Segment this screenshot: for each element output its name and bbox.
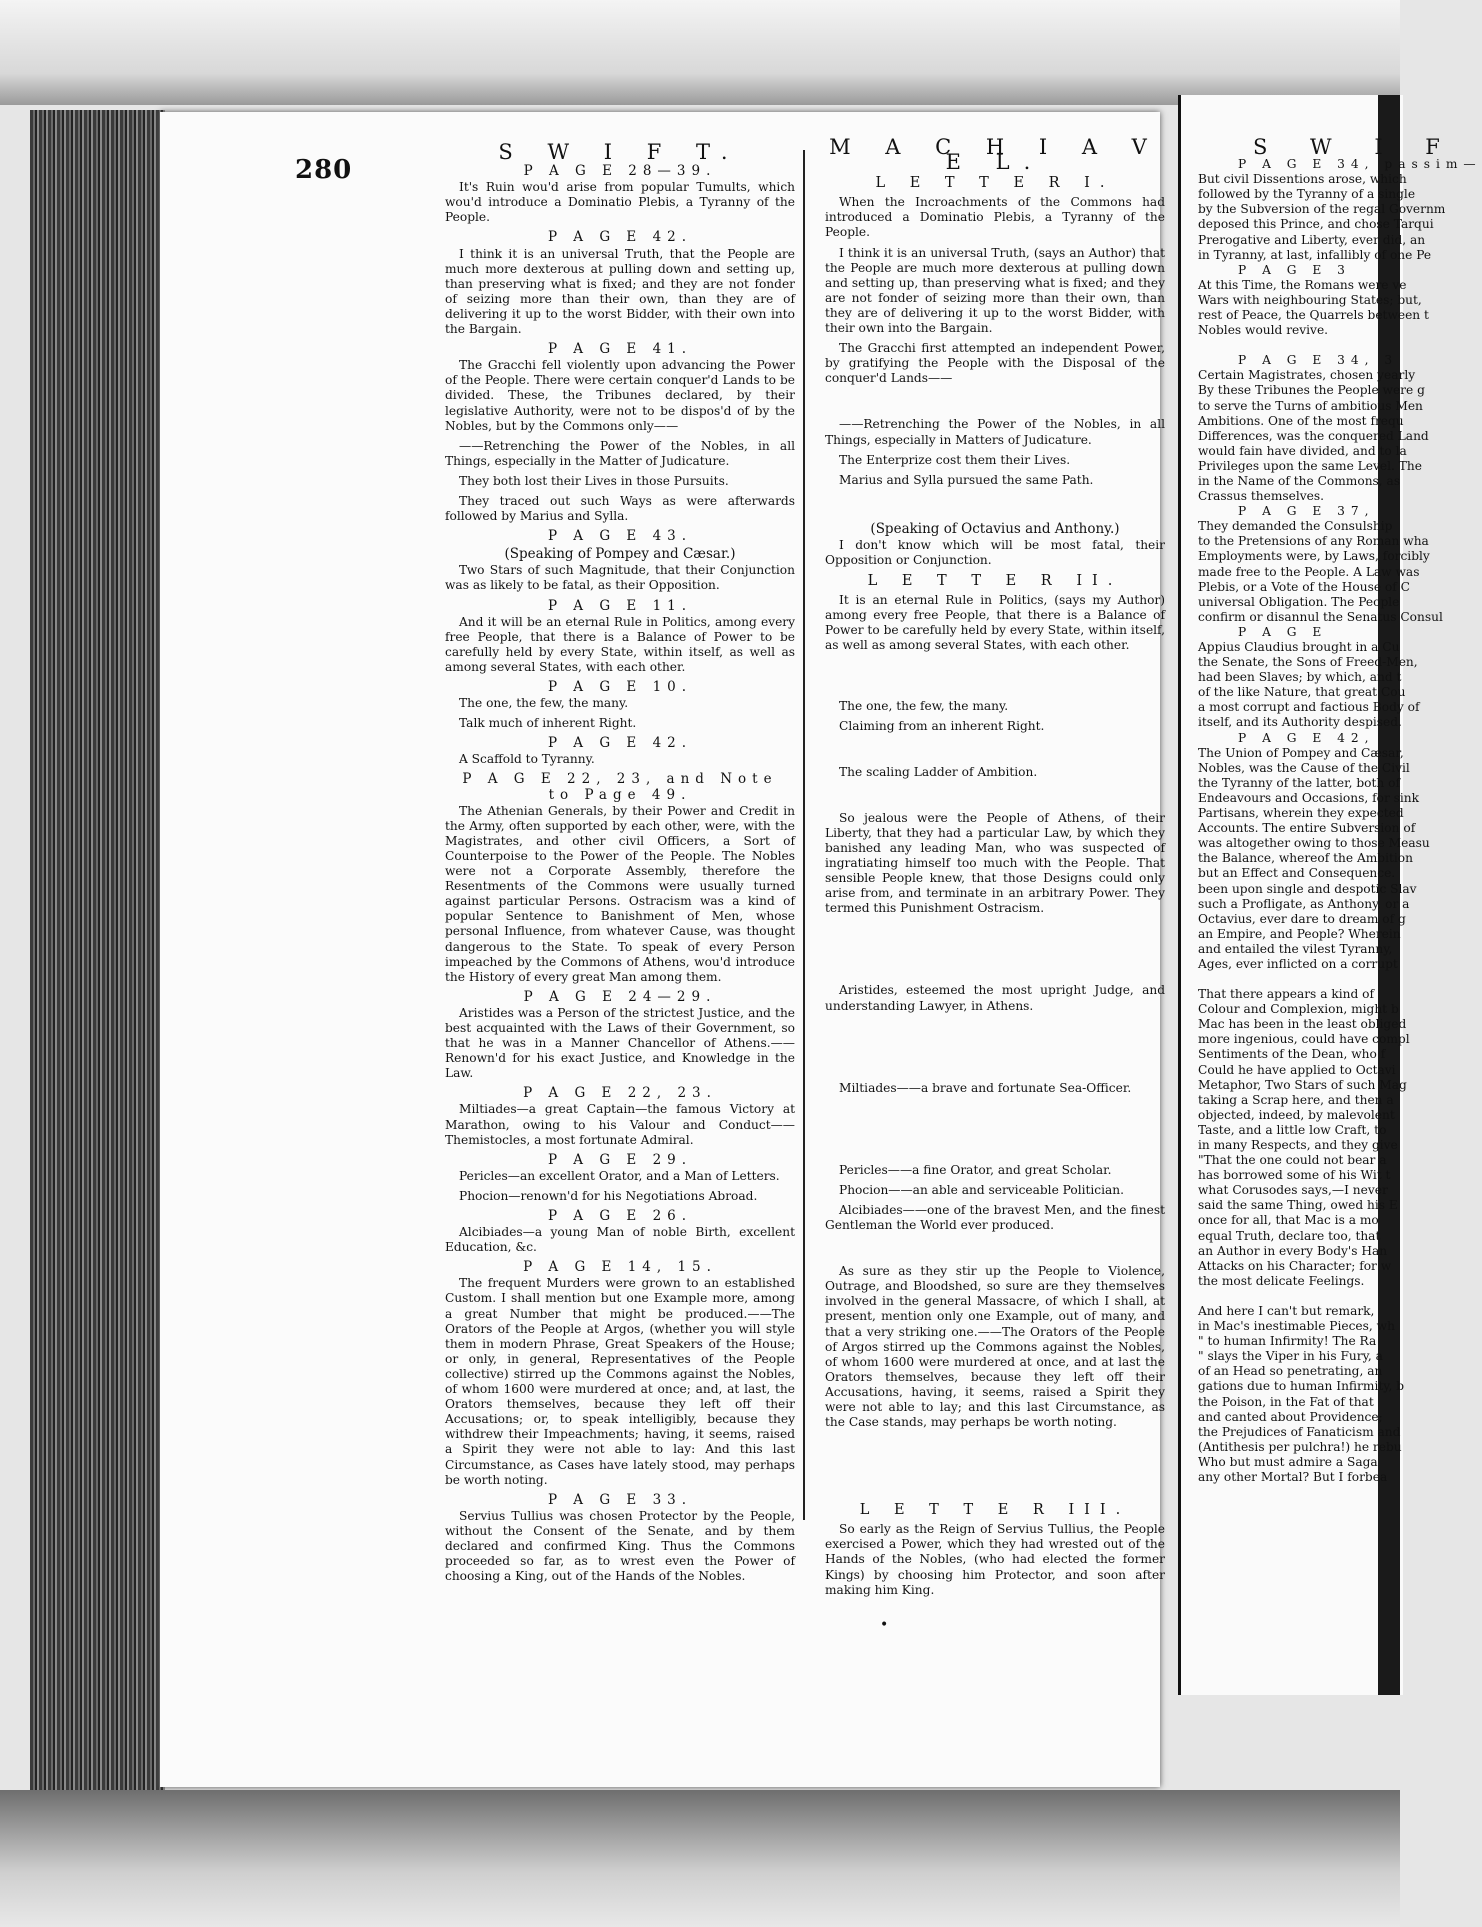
page-heading: P A G E 11. <box>547 597 693 614</box>
right-page-line: Attacks on his Character; for w <box>1198 1258 1392 1273</box>
right-page-line: equal Truth, declare too, that <box>1198 1228 1381 1243</box>
paragraph: The Gracchi fell violently upon advancing the Power of the People. There were certain conquer'd Lands to be divided. These, the Tribunes declared, by their legislative Authority, were not to be dispos'd of by the Nobles, but by the Commons only—— <box>445 358 795 433</box>
right-page-line: in the Name of the Commons, as <box>1198 473 1401 488</box>
right-page-line: Certain Magistrates, chosen yearly <box>1198 368 1416 383</box>
right-page-line: the Tyranny of the latter, both of <box>1198 775 1400 790</box>
scan-bottom-shadow <box>0 1790 1400 1927</box>
right-page-line: (Antithesis per pulchra!) he rebu <box>1198 1439 1402 1454</box>
paragraph: Alcibiades——one of the bravest Men, and the finest Gentleman the World ever produced. <box>825 1202 1165 1233</box>
page-heading: P A G E 26. <box>547 1208 693 1224</box>
right-page-line: deposed this Prince, and chose Tarqui <box>1198 217 1434 232</box>
right-page-line <box>1198 338 1408 353</box>
page-heading: P A G E 42. <box>547 229 693 246</box>
right-page-line: Nobles, was the Cause of the Civil <box>1198 760 1410 775</box>
right-page-line: objected, indeed, by malevolent <box>1198 1107 1395 1122</box>
right-page-column <box>1198 135 1482 1485</box>
page-heading: P A G E 22, 23. <box>523 1085 717 1102</box>
paragraph: The frequent Murders were grown to an established Custom. I shall mention but one Example more, among a great Number that might be produced.——The Orators of the People at Argos, (whether you will style them in modern Phrase, Great Speakers of the House; or only, in general, Representatives of the People collective) stirred up the Commons against the Nobles, of whom 1600 were murdered at once; and, at last, the Orators themselves, because they left off their Accusations; or, to speak intelligibly, because they withdrew their Impeachments; having, it seems, raised a Spirit they were not able to lay: And this last Circumstance, as Cases have lately stood, may perhaps be worth noting. <box>445 1276 795 1487</box>
right-page-line: Differences, was the conquered Land <box>1198 428 1429 443</box>
right-page-line: Could he have applied to Octavi <box>1198 1062 1396 1077</box>
right-page-line: any other Mortal? But I forbea <box>1198 1469 1388 1484</box>
scan-top-margin <box>0 0 1400 105</box>
spacer <box>825 739 1165 765</box>
running-head-machiavel: M A C H I A V E L. <box>829 135 1161 175</box>
right-page-line: an Empire, and People? Wherein <box>1198 926 1401 941</box>
ink-speck: • <box>880 1617 889 1633</box>
paragraph: Aristides, esteemed the most upright Judge, and understanding Lawyer, in Athens. <box>825 983 1165 1013</box>
right-page-line: the Poison, in the Fat of that <box>1198 1394 1374 1409</box>
right-page-line: of an Head so penetrating, an <box>1198 1364 1383 1379</box>
paragraph: Claiming from an inherent Right. <box>839 718 1045 733</box>
paragraph: Pericles—an excellent Orator, and a Man of Letters. <box>459 1168 780 1183</box>
right-page-line: At this Time, the Romans were ve <box>1198 277 1407 292</box>
page-number: 280 <box>295 155 353 185</box>
right-page-line: was altogether owing to those Measu <box>1198 836 1430 851</box>
right-page-line: Mac has been in the least obliged <box>1198 1017 1407 1032</box>
spacer <box>825 785 1165 811</box>
paragraph: So jealous were the People of Athens, of their Liberty, that they had a particular Law, by which they banished any leading Man, who was suspected of ingratiating himself too much with the People. That sensible People knew, that those Designs could only arise from, and terminate in an arbitrary Power. They termed this Punishment Ostracism. <box>825 810 1165 916</box>
paragraph: The Gracchi first attempted an independent Power, by gratifying the People with the Disposal of the conquer'd Lands—— <box>825 341 1165 386</box>
page-heading: P A G E 14, 15. <box>523 1259 717 1276</box>
right-page-line <box>1198 1289 1408 1304</box>
paragraph: So early as the Reign of Servius Tullius, the People exercised a Power, which they had wrested out of the Hands of the Nobles, (who had elected the former Kings) by choosing him Protector, and soon after making him King. <box>825 1522 1165 1597</box>
page-heading: P A G E 28—39. <box>523 163 717 180</box>
running-head-swift: S W I F T. <box>498 140 742 164</box>
right-page-line: That there appears a kind of <box>1198 987 1374 1002</box>
letter-heading: L E T T E R I. <box>875 175 1115 192</box>
page-heading: P A G E 22, 23, and Note to Page 49. <box>462 771 778 803</box>
paragraph: Aristides was a Person of the strictest Justice, and the best acquainted with the Laws of their Government, so that he was in a Manner Chancellor of Athens.——Renown'd for his exact Justice, and Knowledge in the Law. <box>445 1005 795 1081</box>
column-rule <box>803 150 805 1520</box>
paragraph: The scaling Ladder of Ambition. <box>839 764 1038 779</box>
right-page-line: by the Subversion of the regal Governm <box>1198 202 1446 217</box>
right-page-body <box>1198 157 1482 1485</box>
spacer <box>825 1238 1165 1264</box>
right-page-line: confirm or disannul the Senatus Consul <box>1198 609 1443 624</box>
right-page-line: universal Obligation. The People <box>1198 594 1400 609</box>
paragraph: The one, the few, the many. <box>839 698 1009 713</box>
right-page-line: Ages, ever inflicted on a corrupt <box>1198 956 1398 971</box>
right-page-line: followed by the Tyranny of a single <box>1198 187 1416 202</box>
right-page-line: Taste, and a little low Craft, to <box>1198 1122 1387 1137</box>
paragraph: The Athenian Generals, by their Power and Credit in the Army, often supported by each other, were, with the Magistrates, and other civil Officers, a Sort of Counterpoise to the Power of the People. The Nobles were not a Corporate Assembly, therefore the Resentments of the Commons were usually turned against particular Persons. Ostracism was a kind of popular Sentence to Banishment of Men, whose personal Influence, from whatever Cause, was thought dangerous to the State. To speak of every Person impeached by the Commons of Athens, wou'd introduce the History of every great Man among them. <box>445 803 795 984</box>
right-page-line: The Union of Pompey and Cæsar, <box>1198 745 1404 760</box>
right-page-line: in Tyranny, at last, infallibly of one Pe <box>1198 247 1432 262</box>
right-page-line: what Corusodes says,—I never <box>1198 1183 1388 1198</box>
paragraph: I think it is an universal Truth, (says an Author) that the People are much more dexterous at pulling down and setting up, than preserving what is fixed; and they are not fonder of seizing more than their own, than they are of delivering it up to the worst Bidder, with their own into the Bargain. <box>825 245 1165 336</box>
paragraph: The one, the few, the many. <box>459 696 629 711</box>
paragraph: Phocion——an able and serviceable Politician. <box>839 1182 1125 1197</box>
speaking-note: (Speaking of Octavius and Anthony.) <box>870 520 1120 537</box>
right-page-line: taking a Scrap here, and then a <box>1198 1092 1394 1107</box>
paragraph: ——Retrenching the Power of the Nobles, in all Things, especially in the Matter of Judicature. <box>445 438 795 468</box>
page-heading: P A G E 33. <box>547 1491 693 1508</box>
right-page-line: " to human Infirmity! The Ra <box>1198 1334 1377 1349</box>
machiavel-column <box>825 135 1165 1603</box>
right-page-line: in many Respects, and they give <box>1198 1138 1398 1152</box>
right-page-line: has borrowed some of his Wit t <box>1198 1168 1391 1183</box>
right-page-line: P A G E 42, <box>1238 730 1375 745</box>
right-page-line: Privileges upon the same Level. The <box>1198 458 1422 473</box>
right-page-line: Appius Claudius brought in a Cu <box>1198 640 1400 654</box>
paragraph: Marius and Sylla pursued the same Path. <box>839 472 1094 487</box>
right-page-line: said the same Thing, owed his E <box>1198 1198 1398 1213</box>
paragraph: As sure as they stir up the People to Violence, Outrage, and Bloodshed, so sure are they themselves involved in the general Massacre, of which I shall, at present, mention only one Example, out of many, and that a very striking one.——The Orators of the People of Argos stirred up the Commons against the Nobles, of whom 1600 were murdered at once, and at last the Orators themselves, because they left off their Accusations, having, it seems, raised a Spirit they were not able to lay; and this last Circumstance, as the Case stands, may perhaps be worth noting. <box>825 1264 1165 1430</box>
paragraph: I think it is an universal Truth, that the People are much more dexterous at pulling down and setting up, than preserving what is fixed; and they are not fonder of seizing more than their own, than they are of delivering it up to the worst Bidder, with their own into the Bargain. <box>445 246 795 337</box>
running-head-right: S W I F <box>1253 135 1458 159</box>
right-page-line: Nobles would revive. <box>1198 323 1329 338</box>
paragraph: It's Ruin wou'd arise from popular Tumults, which wou'd introduce a Dominatio Plebis, a Tyranny of the People. <box>445 180 795 225</box>
letter-heading: L E T T E R III. <box>859 1502 1131 1519</box>
page-heading: P A G E 29. <box>547 1151 693 1168</box>
right-page-line: been upon single and despotic Slav <box>1198 881 1417 896</box>
speaking-note: (Speaking of Pompey and Cæsar.) <box>504 546 736 563</box>
right-page-line: By these Tribunes the People were g <box>1198 383 1425 398</box>
spacer <box>825 493 1165 519</box>
letter-heading: L E T T E R II. <box>867 573 1123 590</box>
page-heading: P A G E 41. <box>547 341 693 358</box>
right-page-line: Sentiments of the Dean, who f <box>1198 1047 1386 1062</box>
right-page-line: but an Effect and Consequence. <box>1198 866 1396 881</box>
spacer <box>825 391 1165 417</box>
right-page-line: the Balance, whereof the Ambition <box>1198 851 1413 866</box>
right-page-line: once for all, that Mac is a mo <box>1198 1213 1379 1228</box>
right-page-line: Metaphor, Two Stars of such Mag <box>1198 1077 1407 1092</box>
right-page-line: P A G E 34, passim— <box>1238 157 1482 172</box>
right-page-line: Colour and Complexion, might b <box>1198 1002 1399 1017</box>
right-page-line: such a Profligate, as Anthony, or a <box>1198 896 1410 911</box>
right-page-line: Who but must admire a Saga <box>1198 1454 1378 1469</box>
right-page-line: Plebis, or a Vote of the House of C <box>1198 579 1410 594</box>
right-page-line: Accounts. The entire Subversion of <box>1198 821 1416 836</box>
right-page-line: They demanded the Consulship <box>1198 519 1393 534</box>
paragraph: Servius Tullius was chosen Protector by the People, without the Consent of the Senate, and by them declared and confirmed King. Thus the Commons proceeded so far, as to wrest even the Power of choosing a King, out of the Hands of the Nobles. <box>445 1508 795 1584</box>
right-page-line: P A G E 3 <box>1238 262 1351 277</box>
right-page-line: Octavius, ever dare to dream of g <box>1198 911 1406 926</box>
paragraph: When the Incroachments of the Commons had introduced a Dominatio Plebis, a Tyranny of the People. <box>825 195 1165 240</box>
machiavel-column-body <box>825 176 1165 1598</box>
right-page-line: Prerogative and Liberty, ever did, an <box>1198 232 1426 247</box>
paragraph: They both lost their Lives in those Pursuits. <box>459 473 729 488</box>
right-page-line: gations due to human Infirmity, b <box>1198 1379 1405 1394</box>
right-page-line: had been Slaves; by which, and t <box>1198 670 1402 685</box>
paragraph: Talk much of inherent Right. <box>459 716 637 731</box>
right-page-line: the most delicate Feelings. <box>1198 1273 1365 1288</box>
right-page-line: a most corrupt and factious Body of <box>1198 700 1420 715</box>
right-page-line <box>1198 972 1408 987</box>
spacer <box>825 921 1165 983</box>
paragraph: ——Retrenching the Power of the Nobles, in all Things, especially in Matters of Judicature. <box>825 417 1165 447</box>
spacer <box>825 1019 1165 1081</box>
right-page-line: Wars with neighbouring States; but, <box>1198 292 1422 307</box>
right-page-line: would fain have divided, and to la <box>1198 443 1407 458</box>
spacer <box>825 1435 1165 1497</box>
page-heading: P A G E 42. <box>547 735 693 752</box>
right-page-line: the Prejudices of Fanaticism and <box>1198 1424 1401 1439</box>
swift-column-body <box>445 164 795 1584</box>
page-heading: P A G E 43. <box>547 528 693 545</box>
right-page-line: an Author in every Body's Han <box>1198 1243 1388 1258</box>
right-page-line: Ambitions. One of the most frequ <box>1198 413 1404 428</box>
paragraph: They traced out such Ways as were afterwards followed by Marius and Sylla. <box>445 493 795 524</box>
paragraph: I don't know which will be most fatal, their Opposition or Conjunction. <box>825 537 1165 567</box>
right-page-line: P A G E 37, <box>1238 504 1375 519</box>
right-page-line: more ingenious, could have compl <box>1198 1032 1410 1047</box>
right-page-line: the Senate, the Sons of Freed-Men, <box>1198 655 1418 670</box>
paragraph: Phocion—renown'd for his Negotiations Abroad. <box>459 1188 758 1203</box>
right-page-line: in Mac's inestimable Pieces, wh <box>1198 1319 1395 1334</box>
spacer <box>825 1101 1165 1163</box>
right-page-line: Employments were, by Laws, forcibly <box>1198 549 1430 564</box>
paragraph: It is an eternal Rule in Politics, (says my Author) among every free People, that there is a Balance of Power to be carefully held by every State, within itself, as well as among several States, with each other. <box>825 593 1165 653</box>
spacer <box>825 659 1165 699</box>
paragraph: Miltiades——a brave and fortunate Sea-Officer. <box>839 1080 1132 1095</box>
book-spine <box>30 110 165 1790</box>
right-page-line: and canted about Providence; <box>1198 1409 1383 1424</box>
paragraph: Pericles——a fine Orator, and great Scholar. <box>839 1162 1112 1177</box>
right-page-line: rest of Peace, the Quarrels between t <box>1198 308 1429 323</box>
paragraph: Alcibiades—a young Man of noble Birth, excellent Education, &c. <box>445 1225 795 1255</box>
right-page-line: "That the one could not bear a <box>1198 1153 1387 1168</box>
right-page-line: And here I can't but remark, <box>1198 1303 1375 1318</box>
paragraph: Miltiades—a great Captain—the famous Victory at Marathon, owing to his Valour and Conduct——Themistocles, a most fortunate Admiral. <box>445 1102 795 1147</box>
paragraph: Two Stars of such Magnitude, that their Conjunction was as likely to be fatal, as their Opposition. <box>445 563 795 593</box>
right-page-line: Partisans, wherein they expected <box>1198 806 1404 821</box>
right-page-line: " slays the Viper in his Fury, a <box>1198 1349 1383 1364</box>
right-page-line: Endeavours and Occasions, for sink <box>1198 790 1420 805</box>
right-page-line: itself, and its Authority despised. <box>1198 715 1402 730</box>
right-page-line: and entailed the vilest Tyranny, <box>1198 941 1393 956</box>
right-page-line: But civil Dissentions arose, which <box>1198 172 1407 187</box>
right-page-line: P A G E 34, 3 <box>1238 353 1399 368</box>
right-page-line: Crassus themselves. <box>1198 489 1325 504</box>
right-page-line: to the Pretensions of any Roman wha <box>1198 534 1429 549</box>
right-page-line: of the like Nature, that great Cou <box>1198 685 1406 700</box>
paragraph: The Enterprize cost them their Lives. <box>839 452 1071 467</box>
page-heading: P A G E 24—29. <box>523 988 717 1005</box>
paragraph: And it will be an eternal Rule in Politics, among every free People, that there is a Balance of Power to be carefully held by every State, within itself, as well as among several States, with each other. <box>445 614 795 674</box>
paragraph: A Scaffold to Tyranny. <box>459 752 595 767</box>
page-heading: P A G E 10. <box>547 679 693 695</box>
right-page-line: to serve the Turns of ambitious Men <box>1198 398 1423 413</box>
swift-column <box>445 140 795 1589</box>
right-page-line: P A G E <box>1238 624 1328 639</box>
right-page-line: made free to the People. A Law was <box>1198 564 1420 579</box>
